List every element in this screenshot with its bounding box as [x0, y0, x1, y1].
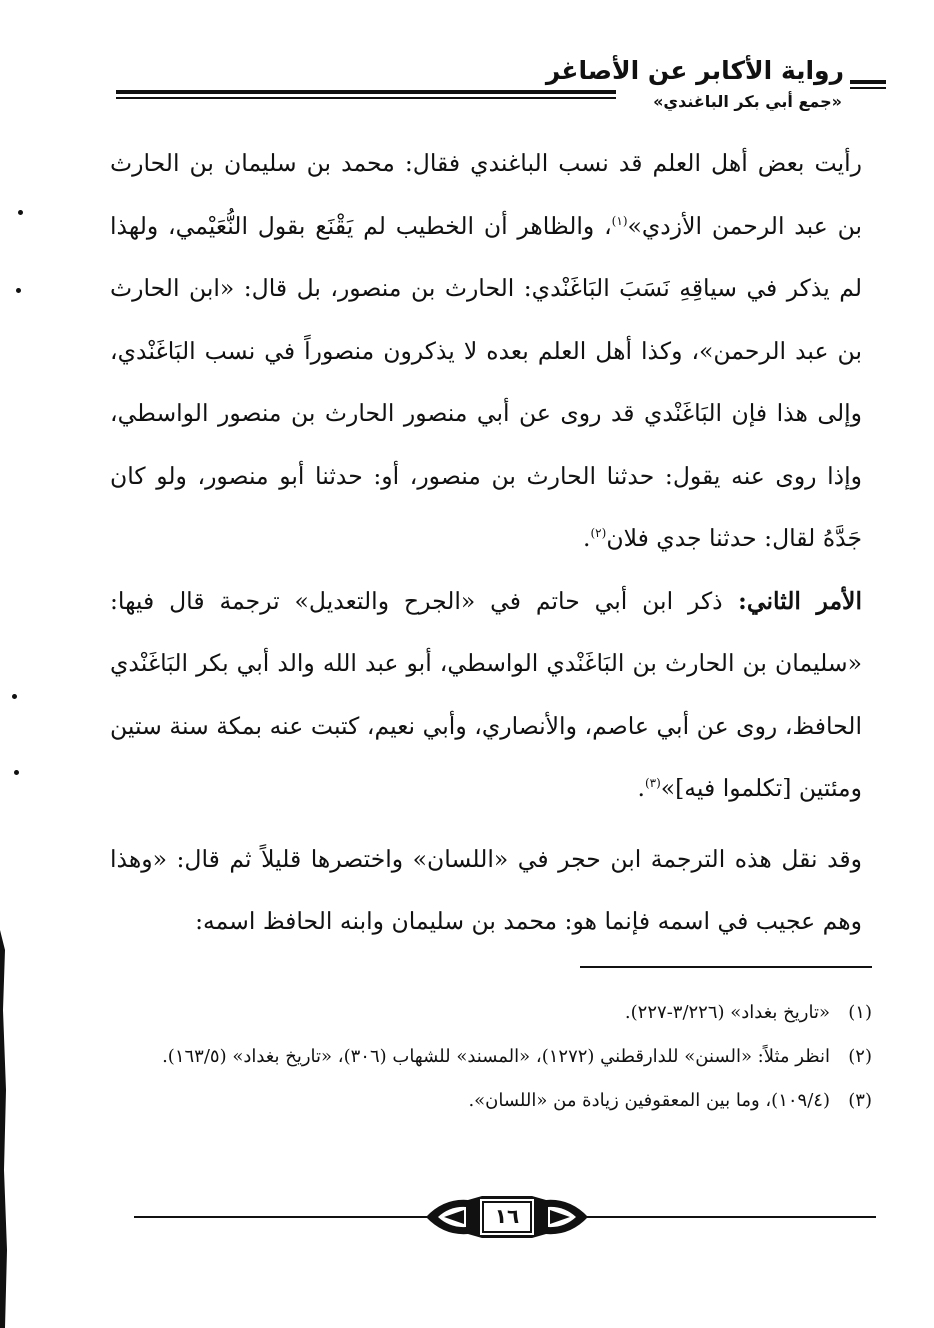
scan-speck: [12, 694, 17, 699]
section-lead: الأمر الثاني:: [722, 586, 862, 615]
footnotes: [130, 994, 872, 1126]
paragraph: [110, 570, 862, 820]
page-number: ١٦: [494, 1204, 520, 1228]
header-rule: [116, 90, 616, 94]
running-header-title: رواية الأكابر عن الأصاغر: [545, 56, 844, 85]
footnote: [130, 994, 872, 1032]
footnote-number: (٢): [848, 1046, 872, 1067]
footnote-text: «تاريخ بغداد» (٣/٢٢٦-٢٢٧).: [624, 1002, 830, 1023]
footnote: [130, 1038, 872, 1076]
header-rule: [116, 97, 616, 99]
header-rule: [850, 80, 886, 84]
text-run: .: [583, 524, 591, 552]
paragraph: [110, 828, 862, 953]
footnote-reference[interactable]: (٣): [644, 776, 661, 791]
text-run: رأيت بعض أهل العلم قد نسب الباغندي فقال: محمد بن سليمان بن الحارث بن عبد الرحمن الأزدي»: [110, 149, 862, 240]
text-run: وقد نقل هذه الترجمة ابن حجر في «اللسان» واختصرها قليلاً ثم قال: «وهذا وهم عجيب في اسمه فإنما هو: محمد بن سليمان وابنه الحافظ اسمه:: [110, 844, 862, 935]
footer-rule: [134, 1216, 430, 1218]
text-run: .: [637, 774, 645, 802]
scan-speck: [18, 210, 23, 215]
text-run: ، والظاهر أن الخطيب لم يَقْنَع بقول النُّعَيْمي، ولهذا لم يذكر في سياقِهِ نَسَبَ البَاغَنْدي: الحارث بن منصور، بل قال: «ابن الحارث بن عبد الرحمن»، وكذا أهل العلم بعده لا يذكرون منصوراً في نسب البَاغَنْدي، وإلى هذا فإن البَاغَنْدي قد روى عن أبي منصور الحارث بن منصور الواسطي، وإذا روى عنه يقول: حدثنا الحارث بن منصور، أو: حدثنا أبو منصور، ولو كان جَدَّهُ لقال: حدثنا جدي فلان: [110, 211, 862, 552]
scan-edge-shadow: [0, 930, 12, 1328]
footnote-reference[interactable]: (٢): [590, 526, 607, 541]
running-header-subtitle: «جمع أبي بكر الباغندي»: [653, 92, 842, 111]
footnote-text: انظر مثلاً: «السنن» للدارقطني (١٢٧٢)، «المسند» للشهاب (٣٠٦)، «تاريخ بغداد» (١٦٣/٥).: [162, 1046, 830, 1067]
text-run: ذكر ابن أبي حاتم في «الجرح والتعديل» ترجمة قال فيها: «سليمان بن الحارث بن البَاغَنْدي الواسطي، أبو عبد الله والد أبي بكر البَاغَنْدي الحافظ، روى عن أبي عاصم، والأنصاري، وأبي نعيم، كتبت عنه بمكة سنة ستين ومئتين [تكلموا فيه]»: [110, 586, 862, 802]
footnote: [130, 1082, 872, 1120]
footnote-separator: [580, 966, 872, 968]
footer-rule: [584, 1216, 876, 1218]
header-rule: [850, 87, 886, 89]
body-text: [110, 132, 862, 953]
footnote-reference[interactable]: (١): [611, 213, 628, 228]
footnote-number: (١): [848, 1002, 872, 1023]
scan-speck: [14, 770, 19, 775]
footnote-number: (٣): [848, 1090, 872, 1111]
scan-speck: [16, 288, 21, 293]
footnote-text: (١٠٩/٤)، وما بين المعقوفين زيادة من «اللسان».: [468, 1090, 830, 1111]
paragraph: [110, 132, 862, 570]
